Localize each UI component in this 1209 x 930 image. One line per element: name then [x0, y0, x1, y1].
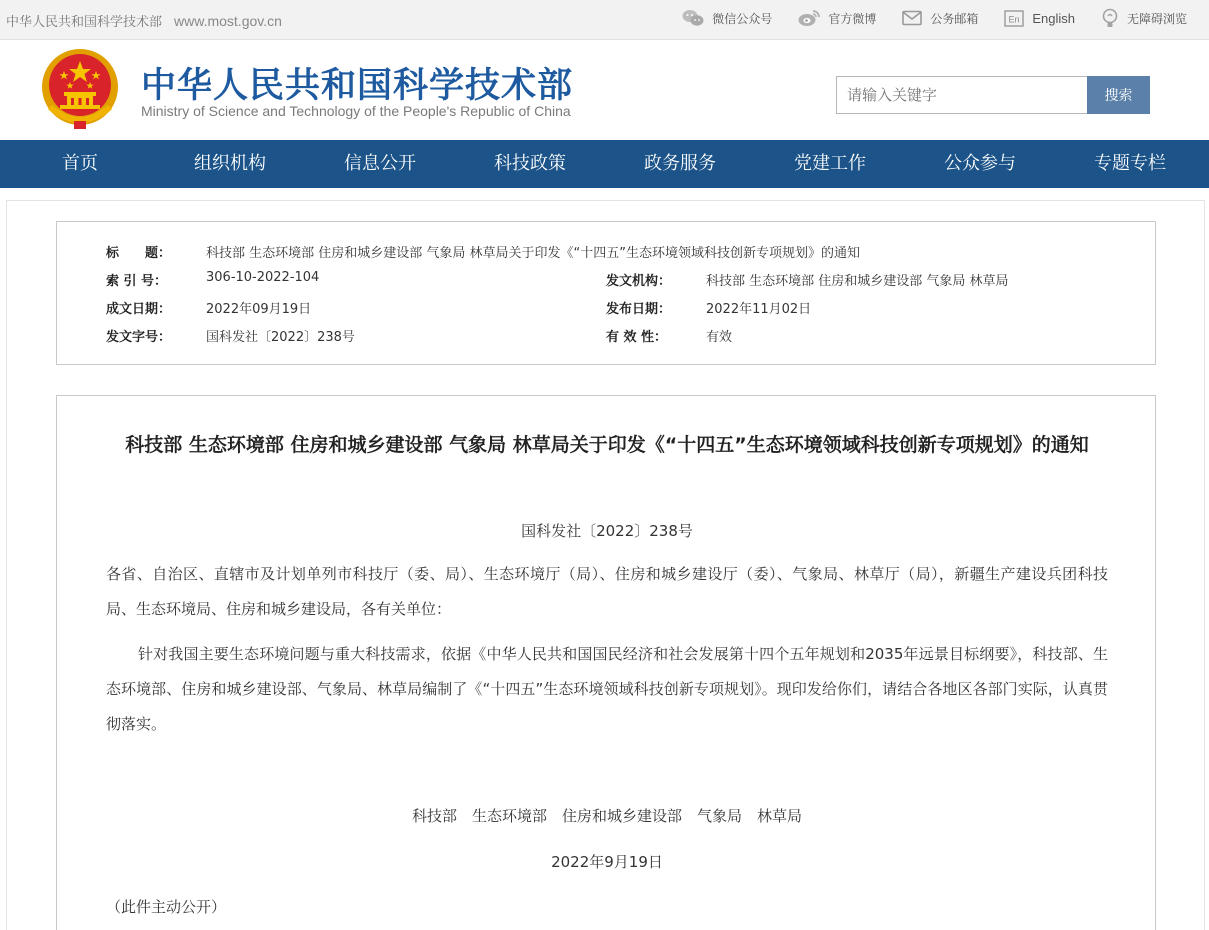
english-link[interactable] — [1004, 10, 1075, 27]
main-nav — [0, 140, 1209, 188]
meta-row-index — [57, 270, 1157, 290]
mail-icon — [902, 10, 922, 26]
meta-title-label: 标 题： — [106, 246, 172, 261]
accessibility-link[interactable] — [1101, 8, 1187, 28]
en-icon — [1004, 10, 1024, 27]
wechat-label: 微信公众号 — [712, 11, 773, 26]
document-number: 国科发社〔2022〕238号 — [521, 522, 693, 540]
meta-date-made-label: 成文日期： — [106, 302, 172, 317]
document-signatories: 科技部 生态环境部 住房和城乡建设部 气象局 林草局 — [411, 807, 802, 825]
nav-item-services[interactable]: 政务服务 — [644, 153, 716, 174]
nav-item-public[interactable]: 公众参与 — [944, 153, 1016, 174]
wechat-link[interactable] — [682, 9, 772, 27]
nav-item-party[interactable]: 党建工作 — [794, 153, 866, 174]
english-label: English — [1032, 10, 1075, 26]
nav-item-organization[interactable]: 组织机构 — [194, 153, 266, 174]
mail-label: 公务邮箱 — [930, 11, 979, 26]
document-body — [56, 395, 1156, 930]
meta-index-value: 306-10-2022-104 — [206, 270, 320, 285]
accessibility-label: 无障碍浏览 — [1126, 11, 1187, 26]
wechat-icon — [682, 9, 704, 27]
meta-index-label: 索 引 号： — [106, 274, 168, 289]
weibo-icon — [798, 9, 820, 27]
meta-date-pub-value: 2022年11月02日 — [706, 302, 812, 317]
meta-doc-no-value: 国科发社〔2022〕238号 — [206, 330, 355, 345]
document-sign-date: 2022年9月19日 — [551, 853, 663, 871]
meta-row-docno — [57, 326, 1157, 346]
document-salutation: 各省、自治区、直辖市及计划单列市科技厅（委、局）、生态环境厅（局）、住房和城乡建设厅（委）、气象局、林草厅（局），新疆生产建设兵团科技局、生态环境局、住房和城乡建设局，各有关单位： — [106, 565, 1108, 618]
nav-item-policy[interactable]: 科技政策 — [494, 153, 566, 174]
site-url[interactable]: www.most.gov.cn — [174, 13, 282, 29]
document-title: 科技部 生态环境部 住房和城乡建设部 气象局 林草局关于印发《“十四五”生态环境领域科技创新专项规划》的通知 — [125, 434, 1089, 456]
search-input[interactable] — [836, 76, 1087, 114]
accessibility-icon — [1101, 8, 1119, 28]
mail-link[interactable] — [902, 10, 978, 27]
top-utility-bar — [0, 0, 1209, 40]
site-header — [0, 40, 1209, 140]
site-info — [6, 11, 282, 30]
national-emblem-icon[interactable] — [40, 47, 120, 131]
meta-issuer-label: 发文机构： — [606, 274, 672, 289]
weibo-link[interactable] — [798, 9, 876, 27]
site-name: 中华人民共和国科学技术部 — [6, 15, 163, 30]
meta-validity-label: 有 效 性： — [606, 330, 668, 345]
ministry-title-cn: 中华人民共和国科学技术部 — [141, 66, 574, 106]
search-button[interactable]: 搜索 — [1087, 76, 1150, 114]
meta-row-dates — [57, 298, 1157, 318]
weibo-label: 官方微博 — [828, 11, 877, 26]
meta-date-made-value: 2022年09月19日 — [206, 302, 312, 317]
meta-validity-value: 有效 — [706, 330, 733, 345]
document-paragraph: 针对我国主要生态环境问题与重大科技需求，依据《中华人民共和国国民经济和社会发展第十四个五年规划和2035年远景目标纲要》，科技部、生态环境部、住房和城乡建设部、气象局、林草局编制了《“十四五”生态环境领域科技创新专项规划》。现印发给你们，请结合各地区各部门实际，认真贯彻落实。 — [106, 645, 1108, 733]
meta-doc-no-label: 发文字号： — [106, 330, 172, 345]
meta-date-pub-label: 发布日期： — [606, 302, 672, 317]
ministry-title-en: Ministry of Science and Technology of the People's Republic of China — [141, 103, 571, 119]
meta-title-value: 科技部 生态环境部 住房和城乡建设部 气象局 林草局关于印发《“十四五”生态环境领域科技创新专项规划》的通知 — [206, 246, 860, 261]
nav-item-information[interactable]: 信息公开 — [344, 153, 416, 174]
document-note: （此件主动公开） — [106, 898, 227, 916]
top-links — [656, 8, 1187, 28]
document-metadata — [56, 221, 1156, 365]
nav-item-topics[interactable]: 专题专栏 — [1094, 153, 1166, 174]
nav-item-home[interactable]: 首页 — [62, 153, 98, 174]
svg-text:En: En — [1008, 14, 1020, 24]
meta-issuer-value: 科技部 生态环境部 住房和城乡建设部 气象局 林草局 — [706, 274, 1009, 289]
